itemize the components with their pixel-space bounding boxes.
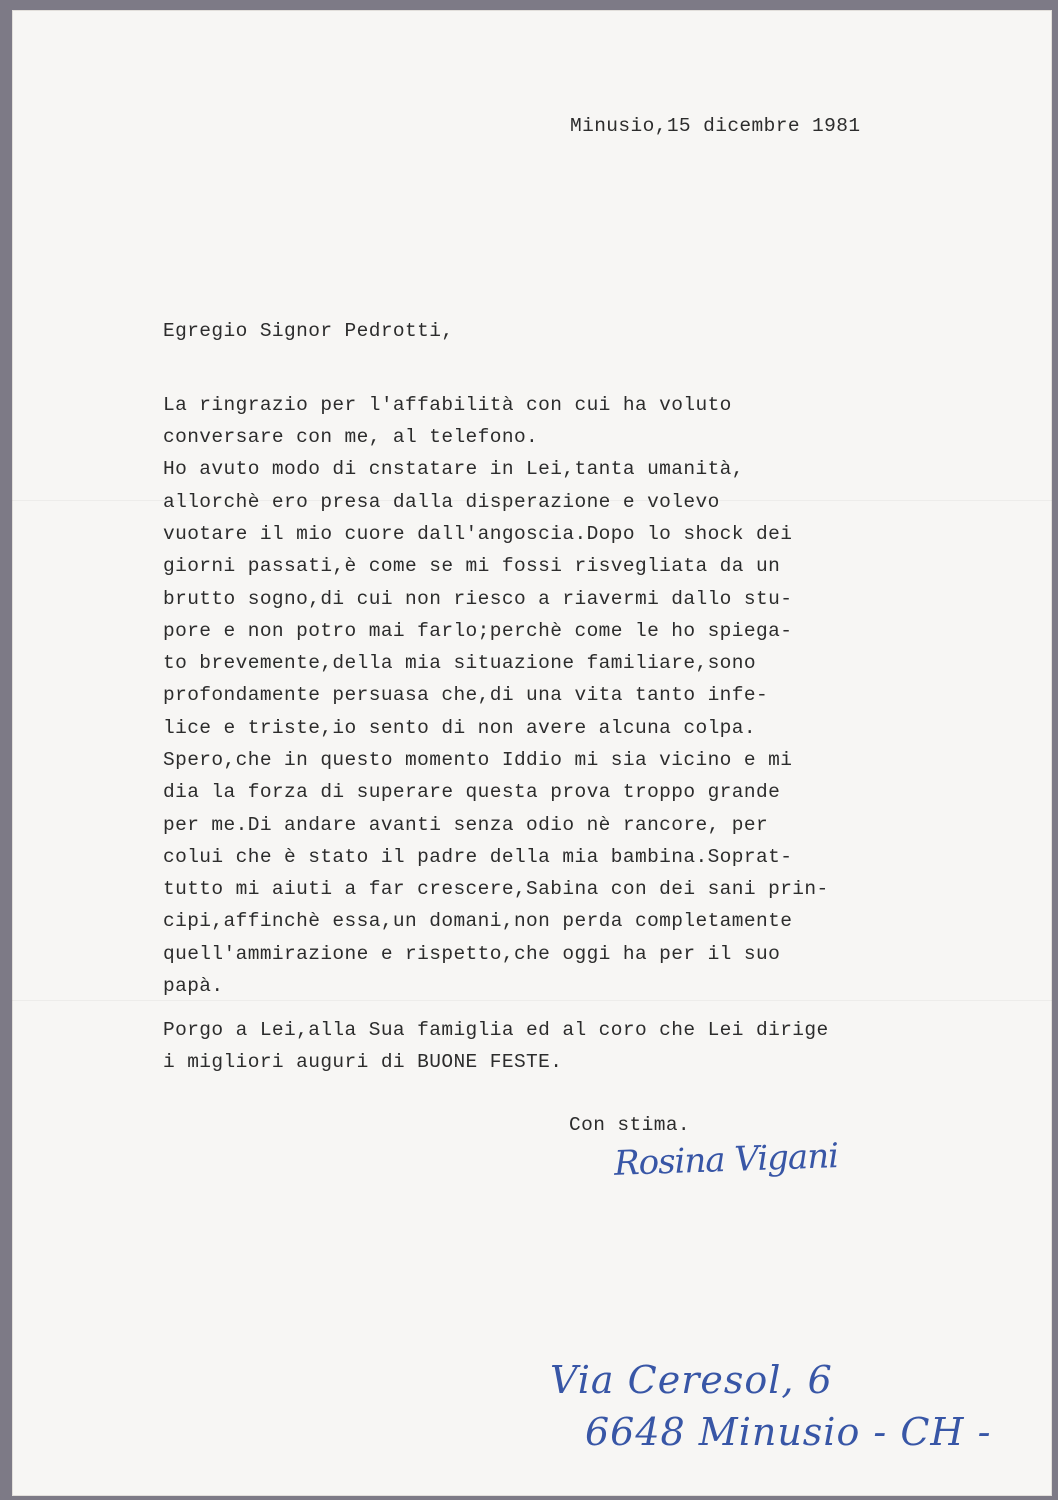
body-line: papà. — [163, 975, 224, 997]
body-line: lice e triste,io sento di non avere alcuna colpa. — [163, 717, 756, 739]
greeting-line: Porgo a Lei,alla Sua famiglia ed al coro che Lei dirige — [163, 1019, 829, 1041]
body-line: vuotare il mio cuore dall'angoscia.Dopo lo shock dei — [163, 523, 793, 545]
letter-date: Minusio,15 dicembre 1981 — [570, 115, 861, 137]
body-line: conversare con me, al telefono. — [163, 426, 539, 448]
body-line: Spero,che in questo momento Iddio mi sia vicino e mi — [163, 749, 793, 771]
body-line: dia la forza di superare questa prova troppo grande — [163, 781, 781, 803]
body-line: cipi,affinchè essa,un domani,non perda completamente — [163, 910, 793, 932]
greeting-line: i migliori auguri di BUONE FESTE. — [163, 1051, 563, 1073]
letter-salutation: Egregio Signor Pedrotti, — [163, 320, 454, 342]
body-line: profondamente persuasa che,di una vita tanto infe- — [163, 684, 769, 706]
body-line: brutto sogno,di cui non riesco a riavermi dallo stu- — [163, 588, 793, 610]
body-line: La ringrazio per l'affabilità con cui ha voluto — [163, 394, 732, 416]
body-line: Ho avuto modo di cnstatare in Lei,tanta umanità, — [163, 458, 744, 480]
body-line: colui che è stato il padre della mia bambina.Soprat- — [163, 846, 793, 868]
body-line: quell'ammirazione e rispetto,che oggi ha per il suo — [163, 943, 781, 965]
body-line: giorni passati,è come se mi fossi risvegliata da un — [163, 555, 781, 577]
handwritten-address-city: 6648 Minusio - CH - — [585, 1410, 992, 1454]
letter-closing: Con stima. — [569, 1114, 691, 1136]
body-line: pore e non potro mai farlo;perchè come le ho spiega- — [163, 620, 793, 642]
body-line: allorchè ero presa dalla disperazione e volevo — [163, 491, 720, 513]
body-line: per me.Di andare avanti senza odio nè rancore, per — [163, 814, 769, 836]
handwritten-signature: Rosina Vigani — [613, 1136, 839, 1184]
handwritten-address-street: Via Ceresol, 6 — [550, 1358, 833, 1402]
body-line: tutto mi aiuti a far crescere,Sabina con dei sani prin- — [163, 878, 829, 900]
body-line: to brevemente,della mia situazione familiare,sono — [163, 652, 756, 674]
